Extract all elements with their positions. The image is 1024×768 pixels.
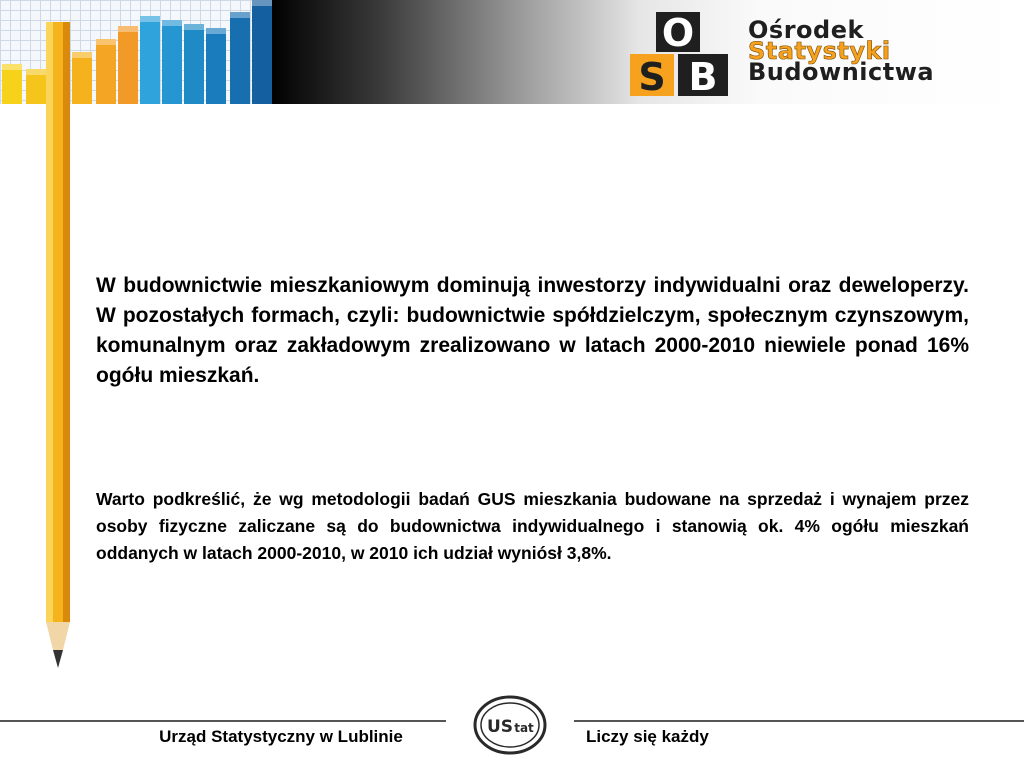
footer-divider-left (0, 720, 446, 722)
decor-bar (184, 24, 204, 104)
ustat-emblem (472, 694, 548, 756)
decor-bar (2, 64, 22, 104)
logo-wordmark (748, 16, 935, 86)
emblem-text-tat: tat (514, 721, 534, 735)
osb-logo (628, 10, 734, 98)
decor-bar (118, 26, 138, 104)
logo-line-2: Statystyki (748, 37, 891, 65)
decor-bar (206, 28, 226, 104)
footer-divider-right (574, 720, 1024, 722)
decor-bar (96, 39, 116, 104)
emblem-text-us: US (486, 717, 514, 737)
paragraph-2: Warto podkreślić, że wg metodologii badań GUS mieszkania budowane na sprzedaż i wynajem przez osoby fizyczne zaliczane są do budownictwa indywidualnego i stanowią ok. 4% ogółu mieszkań oddanych w latach 2000-2010, w 2010 ich udział wyniósł 3,8%. (96, 489, 969, 563)
pencil-decoration (44, 22, 74, 672)
logo-letter-o: O (661, 11, 695, 55)
header-banner (0, 0, 1024, 104)
logo-letter-b: B (688, 55, 718, 98)
footer-office-name: Urząd Statystyczny w Lublinie (159, 727, 403, 746)
decor-bar (162, 20, 182, 104)
decor-bar (72, 52, 92, 104)
decor-bar (252, 0, 272, 104)
decor-bar (140, 16, 160, 104)
decor-bar (26, 69, 46, 104)
logo-line-1: Ośrodek (748, 16, 864, 44)
decor-bar (230, 12, 250, 104)
logo-letter-s: S (638, 55, 666, 98)
footer-slogan: Liczy się każdy (586, 727, 709, 746)
bar-chart-decoration (0, 0, 272, 104)
paragraph-1: W budownictwie mieszkaniowym dominują inwestorzy indywidualni oraz deweloperzy. W pozostałych formach, czyli: budownictwie spółdzielczym, społecznym czynszowym, komunalnym oraz zakładowym zrealizowano w latach 2000-2010 niewiele ponad 16% ogółu mieszkań. (96, 274, 969, 387)
logo-line-3: Budownictwa (748, 58, 935, 86)
